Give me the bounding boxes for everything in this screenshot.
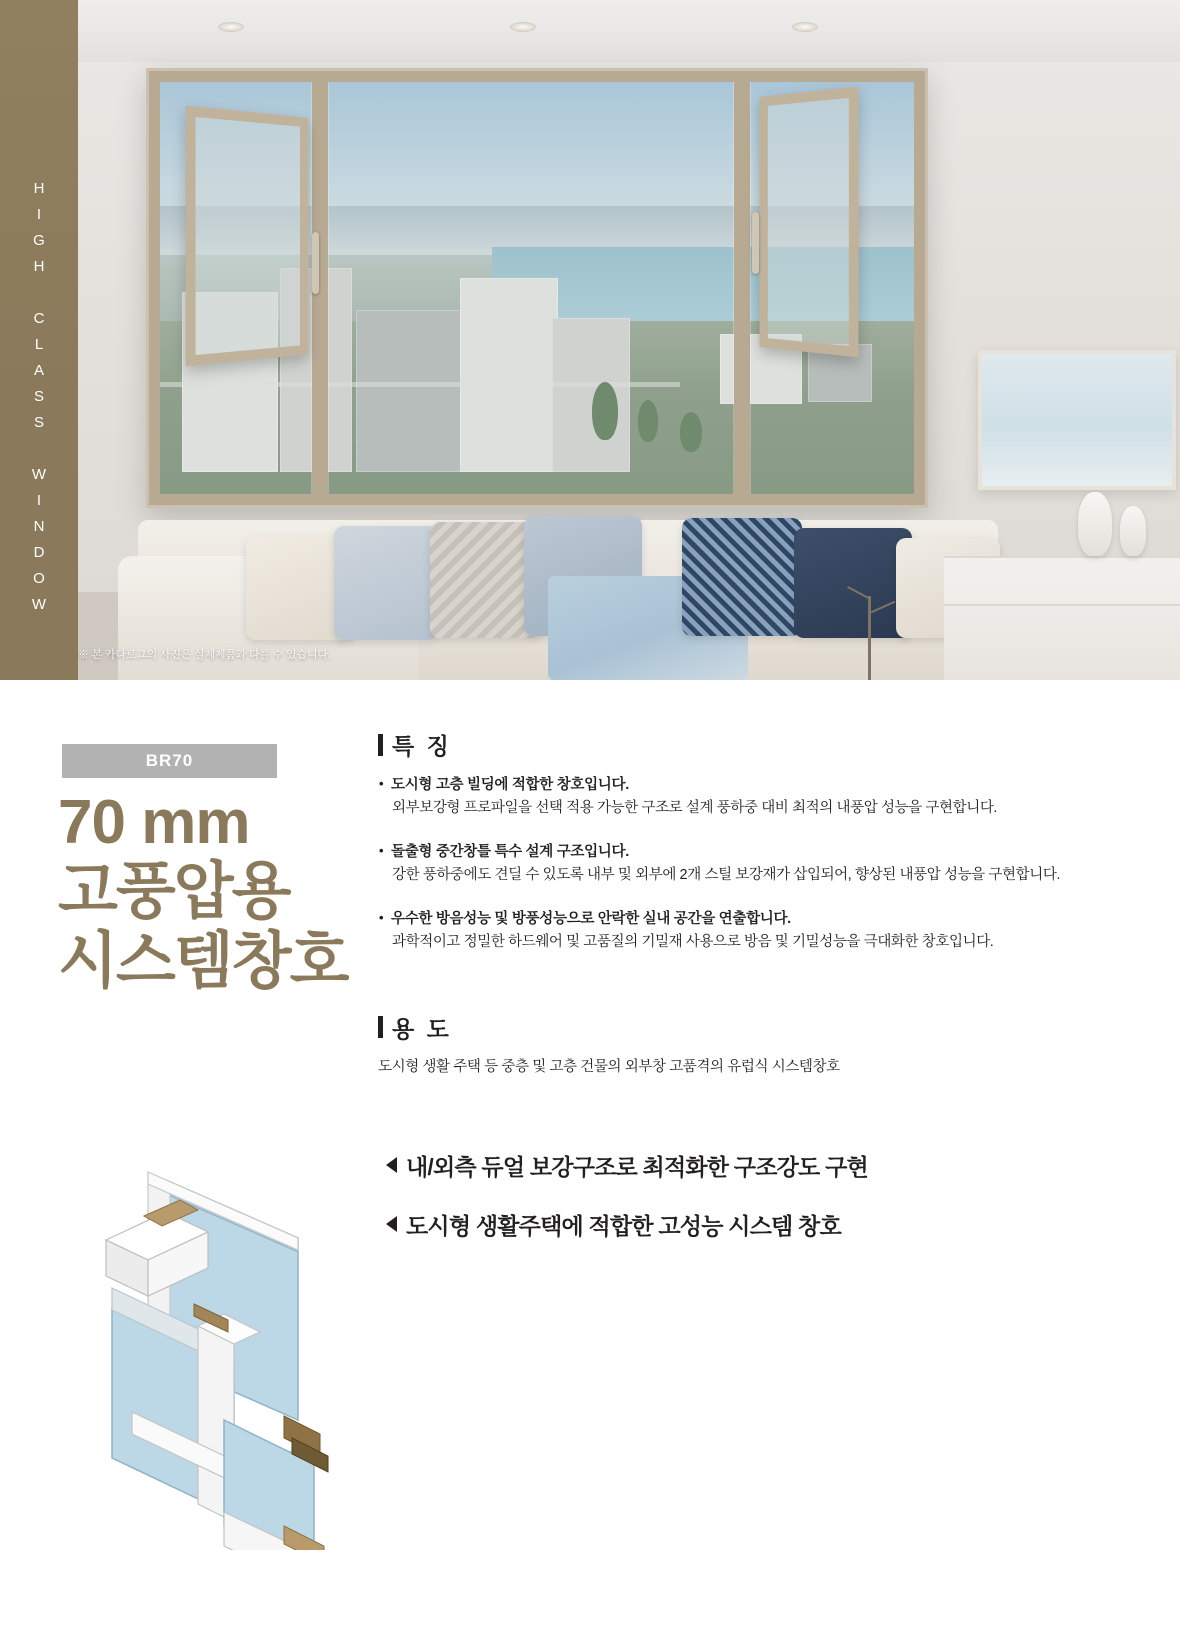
usage-heading — [378, 1011, 1138, 1044]
tagline-item — [386, 1149, 1138, 1182]
ceiling-light — [792, 22, 818, 32]
ceiling — [78, 0, 1180, 62]
window-frame — [146, 68, 928, 508]
tagline-label: 도시형 생활주택에 적합한 고성능 시스템 창호 — [406, 1212, 841, 1239]
feature-title: • 우수한 방음성능 및 방풍성능으로 안락한 실내 공간을 연출합니다. — [378, 909, 1138, 931]
window-handle-left — [312, 232, 319, 294]
tree — [680, 412, 702, 452]
hero-sidebar-label: HIGH CLASS WINDOW — [30, 180, 48, 622]
feature-desc: 외부보강형 프로파일을 선택 적용 가능한 구조로 설계 풍하중 대비 최적의 내풍압 성능을 구현합니다. — [392, 799, 998, 816]
tagline-label: 내/외측 듀얼 보강구조로 최적화한 구조강도 구현 — [406, 1153, 868, 1180]
window-mullion — [734, 82, 750, 494]
wall-artwork — [978, 350, 1176, 490]
tagline-list — [378, 1149, 1138, 1241]
features-heading — [378, 728, 1138, 761]
cushion — [682, 518, 802, 636]
feature-desc: 과학적이고 정밀한 하드웨어 및 고품질의 기밀재 사용으로 방음 및 기밀성능을 극대화한 창호입니다. — [392, 934, 994, 951]
cushion — [794, 528, 912, 638]
product-title-line3: 시스템창호 — [58, 926, 348, 996]
product-title — [58, 788, 398, 996]
feature-desc: 강한 풍하중에도 견딜 수 있도록 내부 및 외부에 2개 스틸 보강재가 삽입되어, 향상된 내풍압 성능을 구현합니다. — [392, 866, 1061, 883]
product-code-badge: BR70 — [62, 744, 277, 778]
cushion — [334, 526, 438, 640]
section-bar-icon — [378, 734, 383, 756]
vase — [1120, 506, 1146, 556]
tree — [592, 382, 618, 440]
product-content — [0, 680, 1180, 1649]
ceiling-light — [218, 22, 244, 32]
building — [552, 318, 630, 472]
feature-item — [378, 842, 1138, 887]
hero-photo — [78, 0, 1180, 680]
window-sash-right — [759, 87, 858, 358]
building — [356, 310, 466, 472]
product-title-line1: 70 mm — [58, 788, 250, 857]
usage-heading-label: 용 도 — [392, 1015, 452, 1042]
triangle-left-icon — [386, 1157, 397, 1173]
hero-sidebar — [0, 0, 78, 680]
feature-title: • 도시형 고층 빌딩에 적합한 창호입니다. — [378, 775, 1138, 797]
sideboard-cabinet — [944, 556, 1180, 680]
feature-item — [378, 909, 1138, 954]
right-column — [378, 728, 1138, 1267]
window-handle-right — [752, 212, 759, 274]
profile-cutaway-illustration — [48, 1120, 368, 1550]
ceiling-light — [510, 22, 536, 32]
product-title-line2: 고풍압용 — [58, 857, 290, 927]
dried-plant — [868, 596, 871, 680]
usage-desc: 도시형 생활 주택 등 중층 및 고층 건물의 외부창 고품격의 유럽식 시스템창호 — [378, 1058, 840, 1075]
hero-banner — [0, 0, 1180, 680]
features-heading-label: 특 징 — [392, 733, 452, 759]
vase — [1078, 492, 1112, 556]
tagline-item — [386, 1208, 1138, 1241]
feature-item — [378, 775, 1138, 820]
photo-disclaimer: ※ 본 카다로그의 사진은 실제제품과 다를 수 있습니다. — [78, 649, 331, 661]
triangle-left-icon — [386, 1216, 397, 1232]
tree — [638, 400, 658, 442]
window-sash-left — [186, 106, 309, 367]
building — [460, 278, 558, 472]
feature-title: • 돌출형 중간창틀 특수 설계 구조입니다. — [378, 842, 1138, 864]
section-bar-icon — [378, 1016, 383, 1038]
